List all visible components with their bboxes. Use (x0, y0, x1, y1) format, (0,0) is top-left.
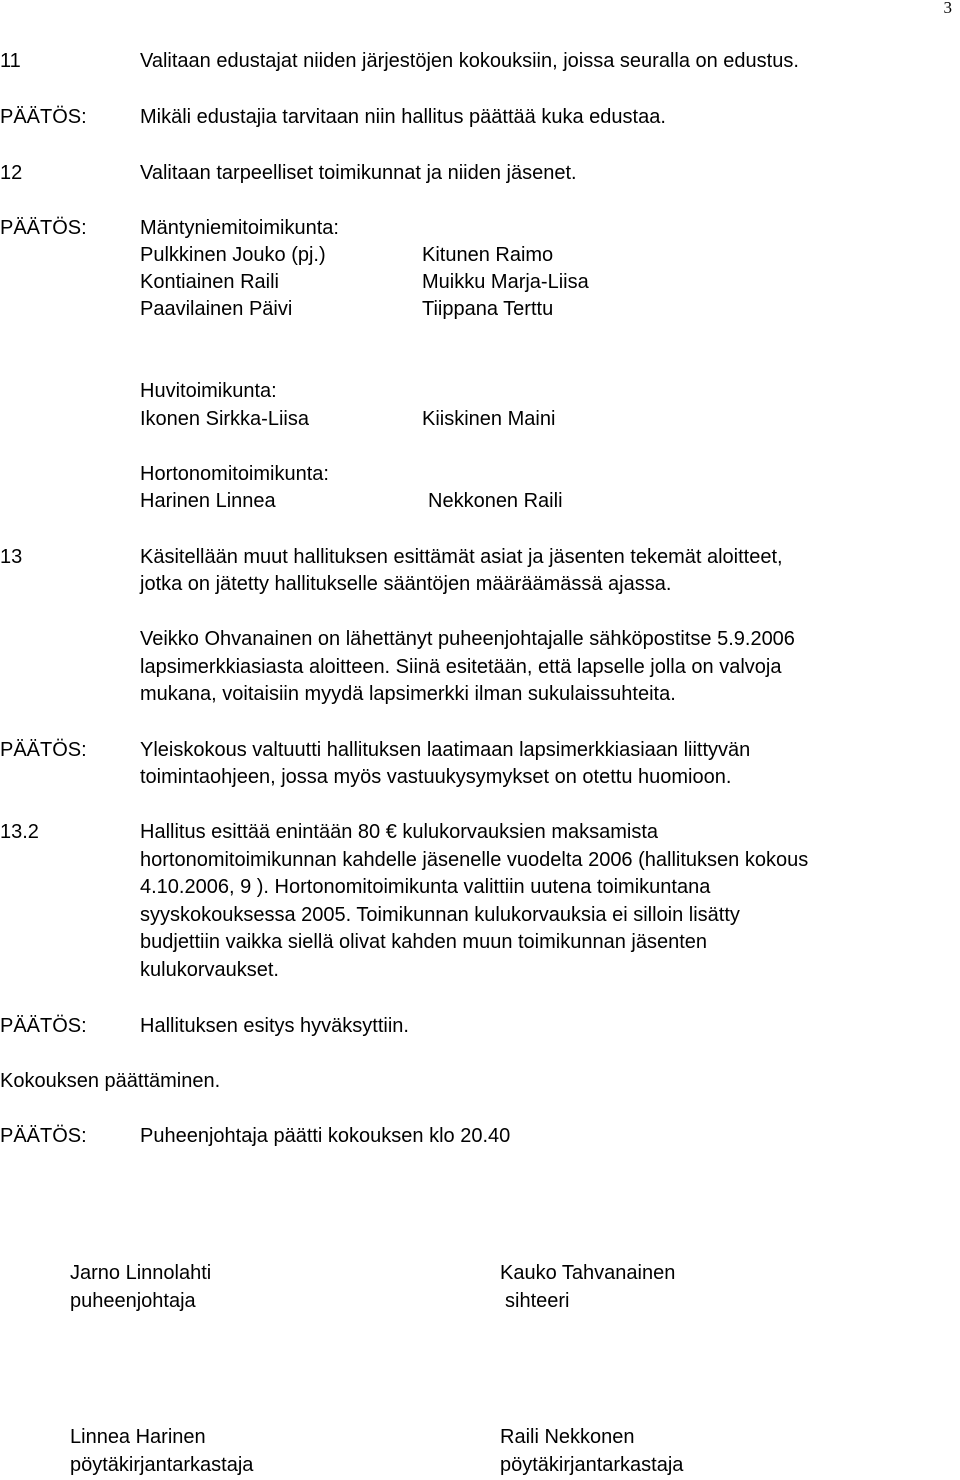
item-11-text: Valitaan edustajat niiden järjestöjen kokouksiin, joissa seuralla on edustus. (140, 50, 799, 72)
member-name: Kiiskinen Maini (422, 408, 556, 430)
signer-role: pöytäkirjantarkastaja (500, 1454, 684, 1476)
closing-heading: Kokouksen päättäminen. (0, 1070, 221, 1092)
signer-role: puheenjohtaja (70, 1290, 196, 1312)
item-13-2-decision: Hallituksen esitys hyväksyttiin. (140, 1015, 409, 1037)
item-13-decision-label: PÄÄTÖS: (0, 739, 87, 761)
item-13-text-line: Käsitellään muut hallituksen esittämät asiat ja jäsenten tekemät aloitteet, (140, 546, 783, 568)
signer-name: Jarno Linnolahti (70, 1262, 212, 1284)
item-13-2-decision-label: PÄÄTÖS: (0, 1015, 87, 1037)
item-13-2-number: 13.2 (0, 821, 39, 843)
member-name: Ikonen Sirkka-Liisa (140, 408, 309, 430)
member-name: Harinen Linnea (140, 490, 276, 512)
signer-role: pöytäkirjantarkastaja (70, 1454, 254, 1476)
item-13-number: 13 (0, 546, 23, 568)
closing-decision-label: PÄÄTÖS: (0, 1125, 87, 1147)
member-name: Paavilainen Päivi (140, 298, 293, 320)
item-13-2-text-line: Hallitus esittää enintään 80 € kulukorvauksien maksamista (140, 821, 659, 843)
signer-name: Kauko Tahvanainen (500, 1262, 676, 1284)
member-name: Muikku Marja-Liisa (422, 271, 589, 293)
signer-name: Raili Nekkonen (500, 1426, 635, 1448)
item-12-text: Valitaan tarpeelliset toimikunnat ja niiden jäsenet. (140, 162, 577, 184)
item-13-decision-line: toimintaohjeen, jossa myös vastuukysymykset on otettu huomioon. (140, 766, 732, 788)
initiative-line: lapsimerkkiasiasta aloitteen. Siinä esitetään, että lapselle jolla on valvoja (140, 656, 782, 678)
initiative-line: Veikko Ohvanainen on lähettänyt puheenjohtajalle sähköpostitse 5.9.2006 (140, 628, 795, 650)
member-name: Kontiainen Raili (140, 271, 279, 293)
initiative-line: mukana, voitaisiin myydä lapsimerkki ilman sukulaissuhteita. (140, 683, 676, 705)
item-13-text-line: jotka on jätetty hallitukselle sääntöjen määräämässä ajassa. (140, 573, 672, 595)
committee-title-hortonomi: Hortonomitoimikunta: (140, 463, 329, 485)
item-11-number: 11 (0, 50, 21, 72)
item-13-2-text-line: hortonomitoimikunnan kahdelle jäsenelle vuodelta 2006 (hallituksen kokous (140, 849, 809, 871)
item-12-number: 12 (0, 162, 23, 184)
member-name: Nekkonen Raili (428, 490, 563, 512)
signer-role: sihteeri (505, 1290, 570, 1312)
member-name: Pulkkinen Jouko (pj.) (140, 244, 326, 266)
member-name: Tiippana Terttu (422, 298, 554, 320)
item-13-decision-line: Yleiskokous valtuutti hallituksen laatimaan lapsimerkkiasiaan liittyvän (140, 739, 751, 761)
item-13-2-text-line: budjettiin vaikka siellä olivat kahden muun toimikunnan jäsenten (140, 931, 708, 953)
item-13-2-text-line: kulukorvaukset. (140, 959, 279, 981)
item-13-2-text-line: syyskokouksessa 2005. Toimikunnan kulukorvauksia ei silloin lisätty (140, 904, 740, 926)
item-13-2-text-line: 4.10.2006, 9 ). Hortonomitoimikunta valittiin uutena toimikuntana (140, 876, 711, 898)
page-number: 3 (943, 0, 952, 17)
signer-name: Linnea Harinen (70, 1426, 206, 1448)
closing-decision: Puheenjohtaja päätti kokouksen klo 20.40 (140, 1125, 511, 1147)
item-11-decision-label: PÄÄTÖS: (0, 106, 87, 128)
committee-title-mantyniemi: Mäntyniemitoimikunta: (140, 217, 339, 239)
item-12-decision-label: PÄÄTÖS: (0, 217, 87, 239)
item-11-decision: Mikäli edustajia tarvitaan niin hallitus päättää kuka edustaa. (140, 106, 666, 128)
member-name: Kitunen Raimo (422, 244, 554, 266)
committee-title-huvi: Huvitoimikunta: (140, 380, 277, 402)
